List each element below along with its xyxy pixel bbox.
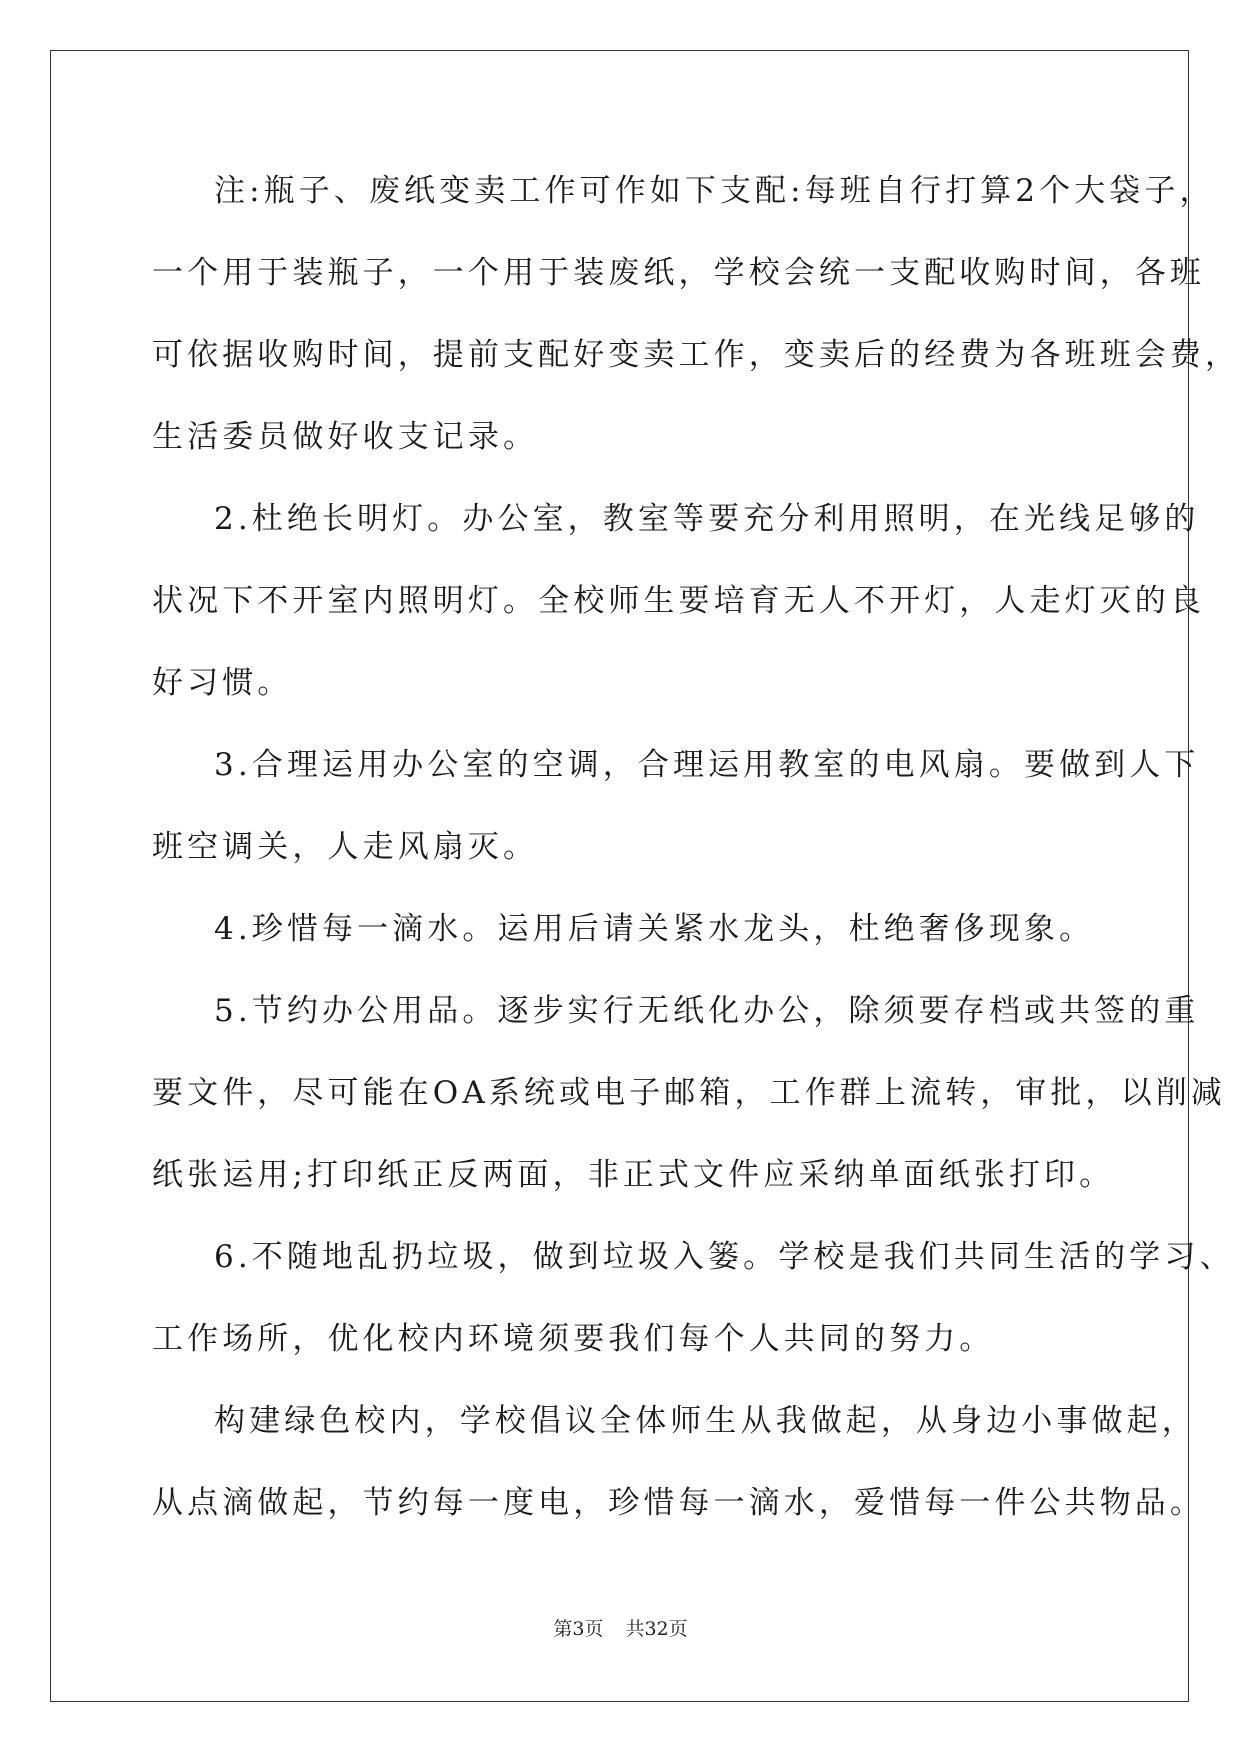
text-line: 6.不随地乱扔垃圾，做到垃圾入篓。学校是我们共同生活的学习、 [214, 1239, 1235, 1275]
page-number-total: 共32页 [625, 1618, 688, 1640]
text-line: 构建绿色校内，学校倡议全体师生从我做起，从身边小事做起， [214, 1403, 1197, 1439]
text-line: 4.珍惜每一滴水。运用后请关紧水龙头，杜绝奢侈现象。 [214, 911, 1095, 947]
text-line: 从点滴做起，节约每一度电，珍惜每一滴水，爱惜每一件公共物品。 [152, 1485, 1205, 1521]
text-line: 可依据收购时间，提前支配好变卖工作，变卖后的经费为各班班会费， [152, 337, 1241, 373]
text-line: 一个用于装瓶子，一个用于装废纸，学校会统一支配收购时间，各班 [152, 255, 1205, 291]
text-line: 注:瓶子、废纸变卖工作可作如下支配:每班自行打算2个大袋子， [214, 173, 1215, 209]
text-line: 要文件，尽可能在OA系统或电子邮箱，工作群上流转，审批，以削减 [152, 1075, 1226, 1111]
text-line: 3.合理运用办公室的空调，合理运用教室的电风扇。要做到人下 [214, 747, 1200, 783]
text-line: 生活委员做好收支记录。 [152, 419, 539, 455]
text-line: 状况下不开室内照明灯。全校师生要培育无人不开灯，人走灯灭的良 [152, 583, 1205, 619]
text-line: 5.节约办公用品。逐步实行无纸化办公，除须要存档或共签的重 [214, 993, 1200, 1029]
page-number-current: 第3页 [553, 1618, 604, 1640]
text-line: 班空调关，人走风扇灭。 [152, 829, 539, 865]
text-line: 纸张运用;打印纸正反两面，非正式文件应采纳单面纸张打印。 [152, 1157, 1115, 1193]
text-line: 2.杜绝长明灯。办公室，教室等要充分利用照明，在光线足够的 [214, 501, 1200, 537]
text-line: 工作场所，优化校内环境须要我们每个人共同的努力。 [152, 1321, 995, 1357]
text-line: 好习惯。 [152, 665, 293, 701]
page-footer [0, 1614, 1241, 1641]
document-body [152, 163, 1241, 1557]
